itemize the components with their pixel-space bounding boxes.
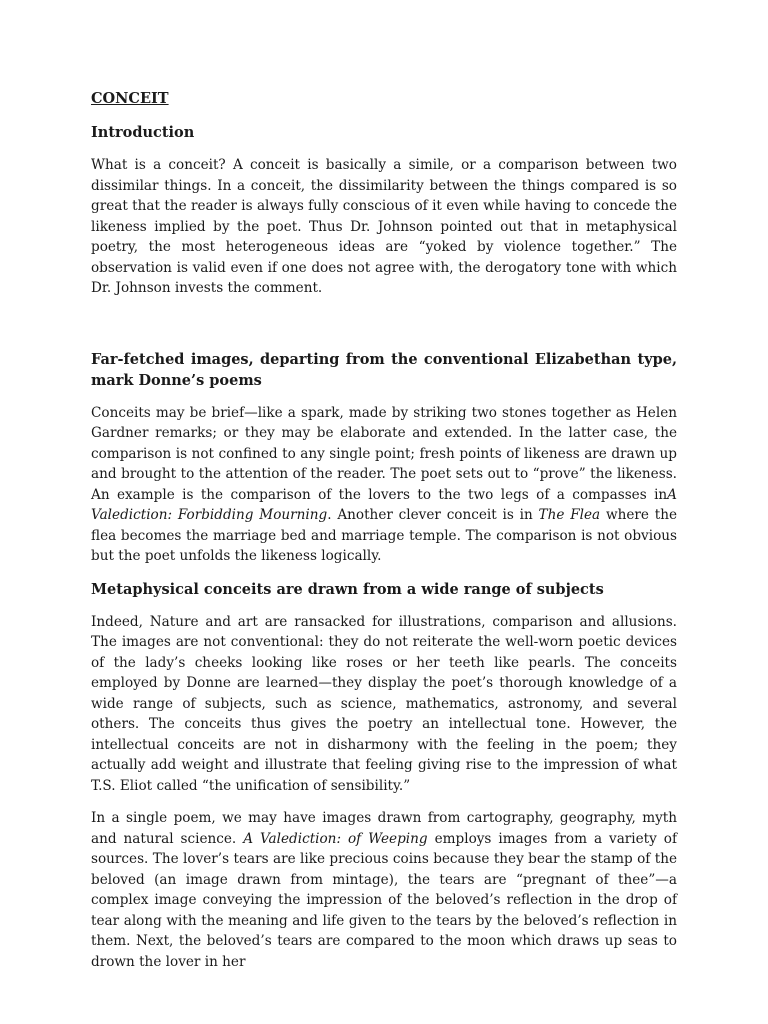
poem-title-valediction-forbidding-mourning: A Valediction: Forbidding Mourning — [91, 486, 677, 523]
text-run: Conceits may be brief—like a spark, made by striking two stones together as Helen Gardner remarks; or they may be elaborate and extended. In the latter case, the comparison is not confined to any single point; fresh points of likeness are drawn up and brought to the attention of the reader. The poet sets out to “prove” the likeness. An example is the comparison of the lovers to the two legs of a compasses in — [91, 404, 677, 503]
text-run: In a single poem, we may have images drawn from cartography, geography, myth and natural science. — [91, 810, 677, 847]
paragraph-nature-and-art — [91, 612, 677, 797]
document-title: CONCEIT — [91, 90, 169, 107]
paragraph-single-poem — [91, 808, 677, 972]
poem-title-the-flea: The Flea — [538, 507, 601, 523]
paragraph-conceits-brief — [91, 403, 677, 567]
section-heading-metaphysical-conceits: Metaphysical conceits are drawn from a wide range of subjects — [91, 580, 604, 598]
text-run: . Another clever conceit is in — [327, 507, 539, 523]
text-run: where the flea becomes the marriage bed and marriage temple. The comparison is not obvious but the poet unfolds the likeness logically. — [91, 507, 677, 564]
document-page — [91, 88, 677, 972]
section-heading-far-fetched-images: Far-fetched images, departing from the conventional Elizabethan type, mark Donne’s poems — [91, 350, 677, 389]
section-heading-introduction: Introduction — [91, 124, 195, 141]
poem-title-valediction-of-weeping: A Valediction: of Weeping — [243, 830, 428, 847]
text-run: employs images from a variety of sources. The lover’s tears are like precious coins because they bear the stamp of the beloved (an image drawn from mintage), the tears are “pregnant of thee”—a complex image conveying the impression of the beloved’s reflection in the drop of tear along with the meaning and life given to the tears by the beloved’s reflection in them. Next, the beloved’s tears are compared to the moon which draws up seas to drown the lover in her — [91, 830, 678, 970]
text-run: Indeed, Nature and art are ransacked for illustrations, comparison and allusions. The images are not conventional: they do not reiterate the well-worn poetic devices of the lady’s cheeks looking like roses or her teeth like pearls. The conceits employed by Donne are learned—they display the poet’s thorough knowledge of a wide range of subjects, such as science, mathematics, astronomy, and several others. The conceits thus gives the poetry an intellectual tone. However, the intellectual conceits are not in disharmony with the feeling in the poem; they actually add weight and illustrate that feeling giving rise to the impression of what T.S. Eliot called “the unification of sensibility.” — [91, 613, 677, 794]
text-run: What is a conceit? A conceit is basically a simile, or a comparison between two dissimilar things. In a conceit, the dissimilarity between the things compared is so great that the reader is always fully conscious of it even while having to concede the likeness implied by the poet. Thus Dr. Johnson pointed out that in metaphysical poetry, the most heterogeneous ideas are “yoked by violence together.” The observation is valid even if one does not agree with, the derogatory tone with which Dr. Johnson invests the comment. — [91, 157, 677, 296]
paragraph-introduction — [91, 155, 677, 299]
